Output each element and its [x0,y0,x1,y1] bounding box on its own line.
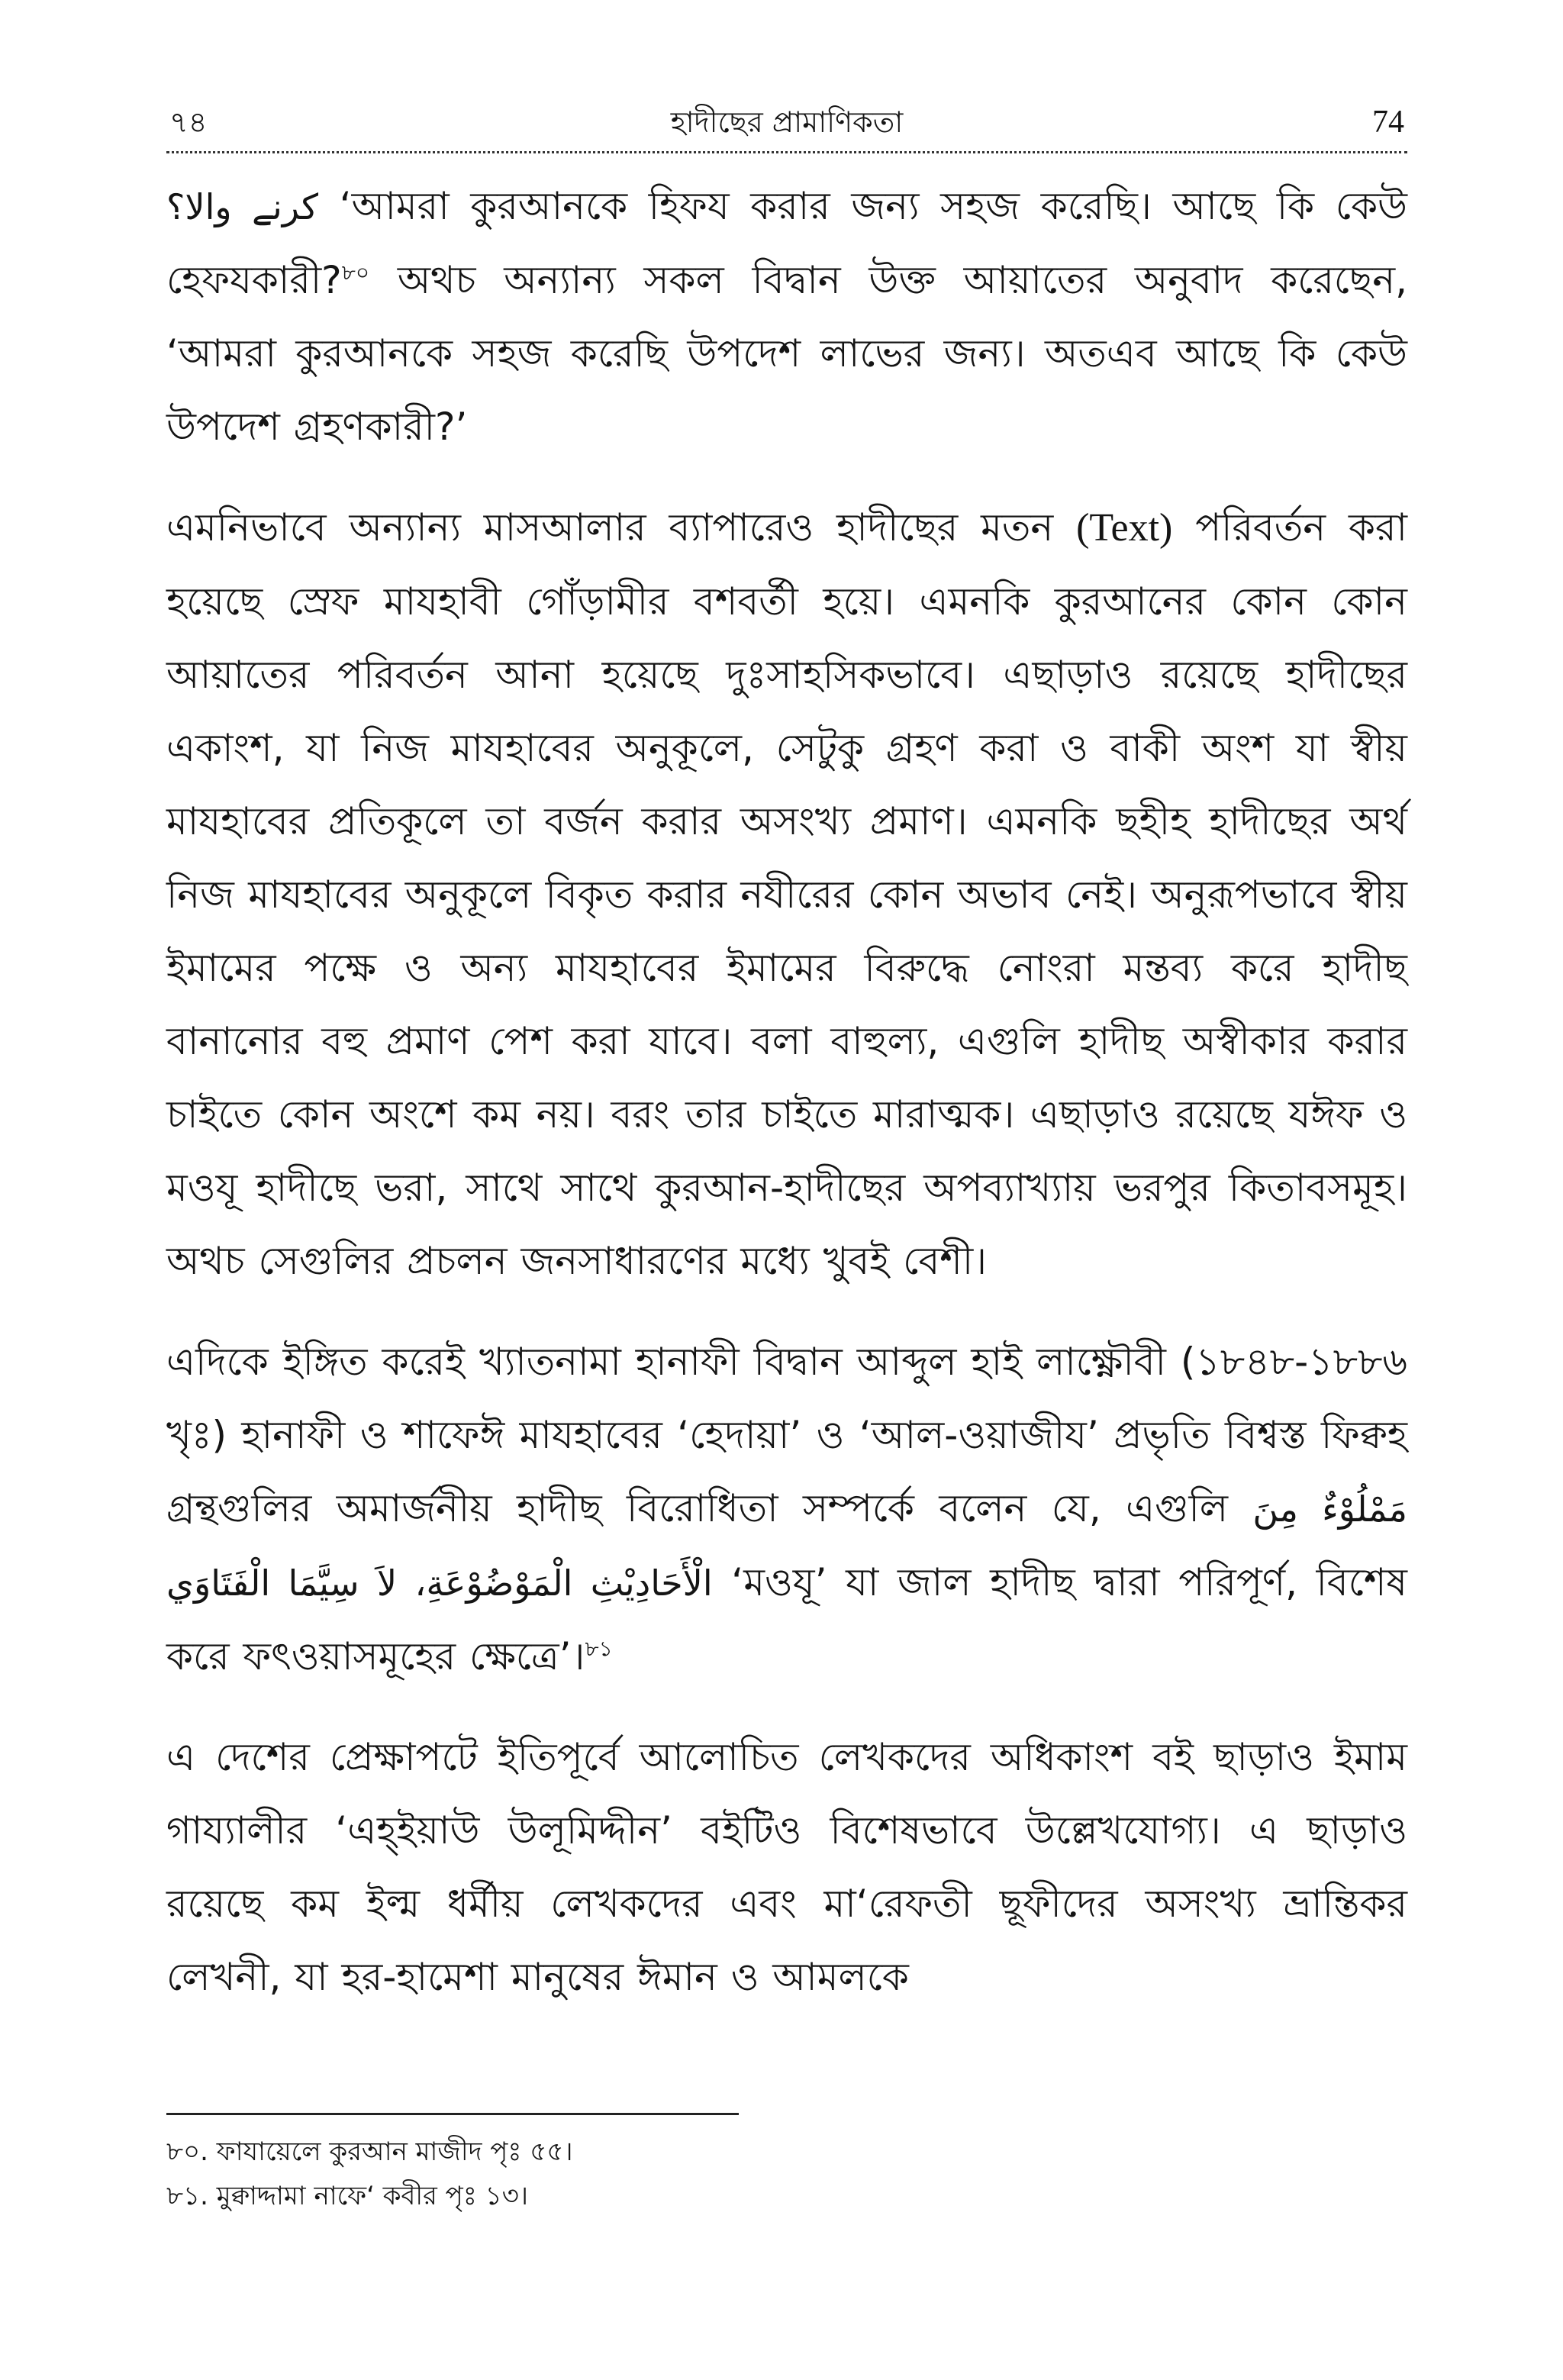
body-text [166,169,1407,2041]
footnote-80: ৮০. ফাযায়েলে কুরআন মাজীদ পৃঃ ৫৫। [166,2137,573,2167]
latin-term: (Text) [1076,506,1173,550]
arabic-quote: کرنے والا؟ [166,186,319,227]
text-segment: পরিবর্তন করা হয়েছে স্রেফ মাযহাবী গোঁড়ামীর বশবর্তী হয়ে। এমনকি কুরআনের কোন কোন আয়াতের পরিবর্তন আনা হয়েছে দুঃসাহসিকভাবে। এছাড়াও রয়েছে হাদীছের একাংশ, যা নিজ মাযহাবের অনুকূলে, সেটুকু গ্রহণ করা ও বাকী অংশ যা স্বীয় মাযহাবের প্রতিকূলে তা বর্জন করার অসংখ্য প্রমাণ। এমনকি ছহীহ হাদীছের অর্থ নিজ মাযহাবের অনুকূলে বিকৃত করার নযীরের কোন অভাব নেই। অনুরূপভাবে স্বীয় ইমামের পক্ষে ও অন্য মাযহাবের ইমামের বিরুদ্ধে নোংরা মন্তব্য করে হাদীছ বানানোর বহু প্রমাণ পেশ করা যাবে। বলা বাহুল্য, এগুলি হাদীছ অস্বীকার করার চাইতে কোন অংশে কম নয়। বরং তার চাইতে মারাত্মক। এছাড়াও রয়েছে যঈফ ও মওযূ হাদীছে ভরা, সাথে সাথে কুরআন-হাদীছের অপব্যাখ্যায় ভরপুর কিতাবসমূহ। অথচ সেগুলির প্রচলন জনসাধারণের মধ্যে খুবই বেশী। [166,505,1407,1283]
footnote-reference: ৮০ [341,260,370,285]
text-segment: এদিকে ইঙ্গিত করেই খ্যাতনামা হানাফী বিদ্বান আব্দুল হাই লাক্ষ্ণৌবী (১৮৪৮-১৮৮৬ খৃঃ) হানাফী ও শাফেঈ মাযহাবের ‘হেদায়া’ ও ‘আল-ওয়াজীয’ প্রভৃতি বিশ্বস্ত ফিক্বহ গ্রন্থগুলির অমার্জনীয় হাদীছ বিরোধিতা সম্পর্কে বলেন যে, এগুলি [166,1340,1407,1530]
paragraph-2 [166,491,1407,1298]
page-number-bengali: ৭৪ [169,105,208,139]
text-segment: এমনিভাবে অন্যান্য মাসআলার ব্যাপারেও হাদীছের মতন [166,505,1077,550]
running-header [166,98,1407,153]
text-segment: অথচ অন্যান্য সকল বিদ্বান উক্ত আয়াতের অনুবাদ করেছেন, ‘আমরা কুরআনকে সহজ করেছি উপদেশ লাভের জন্য। অতএব আছে কি কেউ উপদেশ গ্রহণকারী?’ [166,258,1407,449]
footnote-reference: ৮১ [585,1636,613,1662]
running-title: হাদীছের প্রামাণিকতা [670,105,904,139]
arabic-quote: مَمْلُوْءٌ مِنَ الْأَحَادِيْثِ الْمَوْضُوْعَةِ، لاَ سِيَّمَا الْفَتَاوَي [166,1488,1407,1604]
footnote-divider [166,2113,739,2115]
text-segment: এ দেশের প্রেক্ষাপটে ইতিপূর্বে আলোচিত লেখকদের অধিকাংশ বই ছাড়াও ইমাম গায্যালীর ‘এহ্ইয়াউ উলূমিদ্দীন’ বইটিও বিশেষভাবে উল্লেখযোগ্য। এ ছাড়াও রয়েছে কম ইল্ম ধর্মীয় লেখকদের এবং মা‘রেফতী ছূফীদের অসংখ্য ভ্রান্তিকর লেখনী, যা হর-হামেশা মানুষের ঈমান ও আমলকে [166,1735,1407,1999]
page-number: 74 [1372,105,1404,140]
paragraph-1 [166,169,1407,463]
paragraph-4 [166,1721,1407,2014]
text-segment: ‘মওযূ’ যা জাল হাদীছ দ্বারা পরিপূর্ণ, বিশেষ করে ফৎওয়াসমূহের ক্ষেত্রে’। [166,1560,1407,1679]
paragraph-3 [166,1325,1407,1693]
footnotes [166,2130,1407,2218]
footnote-81: ৮১. মুক্বাদ্দামা নাফে‘ কবীর পৃঃ ১৩। [166,2181,529,2211]
text-segment: ‘আমরা কুরআনকে হিফয করার জন্য সহজ করেছি। আছে কি কেউ হেফযকারী? [166,184,1407,302]
